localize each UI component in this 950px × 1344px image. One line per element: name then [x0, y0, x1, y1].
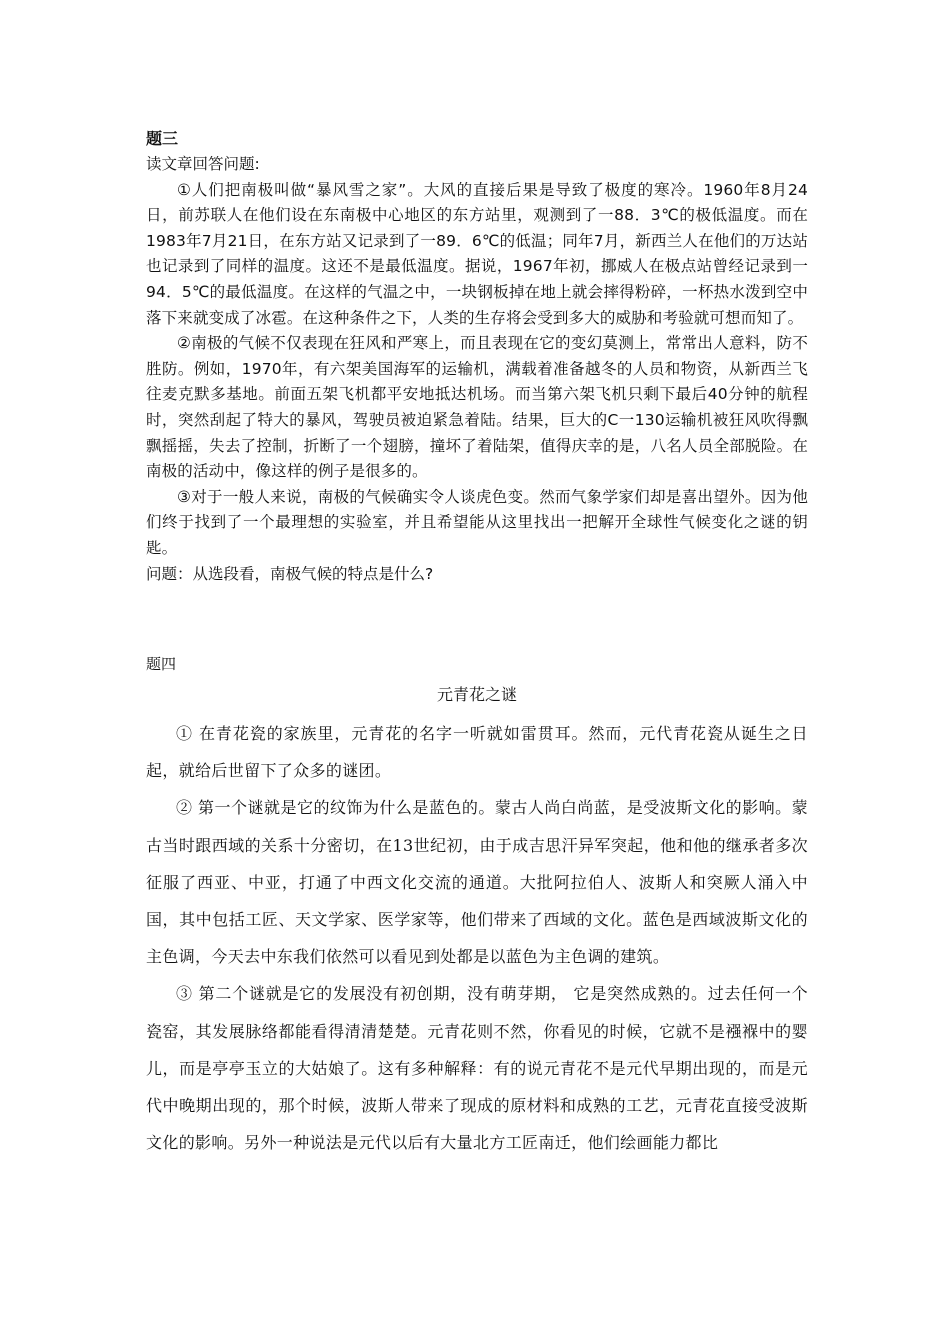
section-title: 题三	[146, 129, 179, 148]
paragraph: ①人们把南极叫做“暴风雪之家”。大风的直接后果是导致了极度的寒冷。1960年8月24日，前苏联人在他们设在东南极中心地区的东方站里，观测到了一88．3℃的极低温度。而在1983年7月21日，在东方站又记录到了一89．6℃的低温；同年7月，新西兰人在他们的万达站也记录到了同样的温度。这还不是最低温度。据说，1967年初，挪威人在极点站曾经记录到一94．5℃的最低温度。在这样的气温之中，一块钢板掉在地上就会摔得粉碎，一杯热水泼到空中落下来就变成了冰雹。在这种条件之下，人类的生存将会受到多大的威胁和考验就可想而知了。	[146, 180, 808, 327]
question-text: 问题：从选段看，南极气候的特点是什么?	[146, 564, 434, 583]
paragraph: ②南极的气候不仅表现在狂风和严寒上，而且表现在它的变幻莫测上，常常出人意料，防不胜防。例如，1970年，有六架美国海军的运输机，满载着准备越冬的人员和物资，从新西兰飞往麦克默多基地。前面五架飞机都平安地抵达机场。而当第六架飞机只剩下最后40分钟的航程时，突然刮起了特大的暴风，驾驶员被迫紧急着陆。结果，巨大的C一130运输机被狂风吹得飘飘摇摇，失去了控制，折断了一个翅膀，撞坏了着陆架，值得庆幸的是，八名人员全部脱险。在南极的活动中，像这样的例子是很多的。	[146, 334, 808, 481]
article-heading: 元青花之谜	[436, 685, 517, 704]
paragraph: ③ 第二个谜就是它的发展没有初创期，没有萌芽期， 它是突然成熟的。过去任何一个瓷窑，其发展脉络都能看得清清楚楚。元青花则不然，你看见的时候，它就不是襁褓中的婴儿，而是亭亭玉立的大姑娘了。这有多种解释：有的说元青花不是元代早期出现的，而是元代中晚期出现的，那个时候，波斯人带来了现成的原材料和成熟的工艺，元青花直接受波斯文化的影响。另外一种说法是元代以后有大量北方工匠南迁，他们绘画能力都比	[146, 984, 808, 1153]
paragraph: ③对于一般人来说，南极的气候确实令人谈虎色变。然而气象学家们却是喜出望外。因为他们终于找到了一个最理想的实验室，并且希望能从这里找出一把解开全球性气候变化之谜的钥匙。	[146, 487, 808, 557]
instruction-text: 读文章回答问题:	[146, 155, 260, 173]
paragraph: ② 第一个谜就是它的纹饰为什么是蓝色的。蒙古人尚白尚蓝，是受波斯文化的影响。蒙古当时跟西域的关系十分密切，在13世纪初，由于成吉思汗异军突起，他和他的继承者多次征服了西亚、中亚，打通了中西文化交流的通道。大批阿拉伯人、波斯人和突厥人涌入中国，其中包括工匠、天文学家、医学家等，他们带来了西域的文化。蓝色是西域波斯文化的主色调，今天去中东我们依然可以看见到处都是以蓝色为主色调的建筑。	[146, 798, 808, 967]
paragraph: ① 在青花瓷的家族里，元青花的名字一听就如雷贯耳。然而，元代青花瓷从诞生之日起，就给后世留下了众多的谜团。	[146, 724, 808, 781]
question-four-title: 题四	[146, 655, 177, 673]
question-three-section	[146, 126, 808, 587]
question-four-body	[146, 715, 808, 1161]
